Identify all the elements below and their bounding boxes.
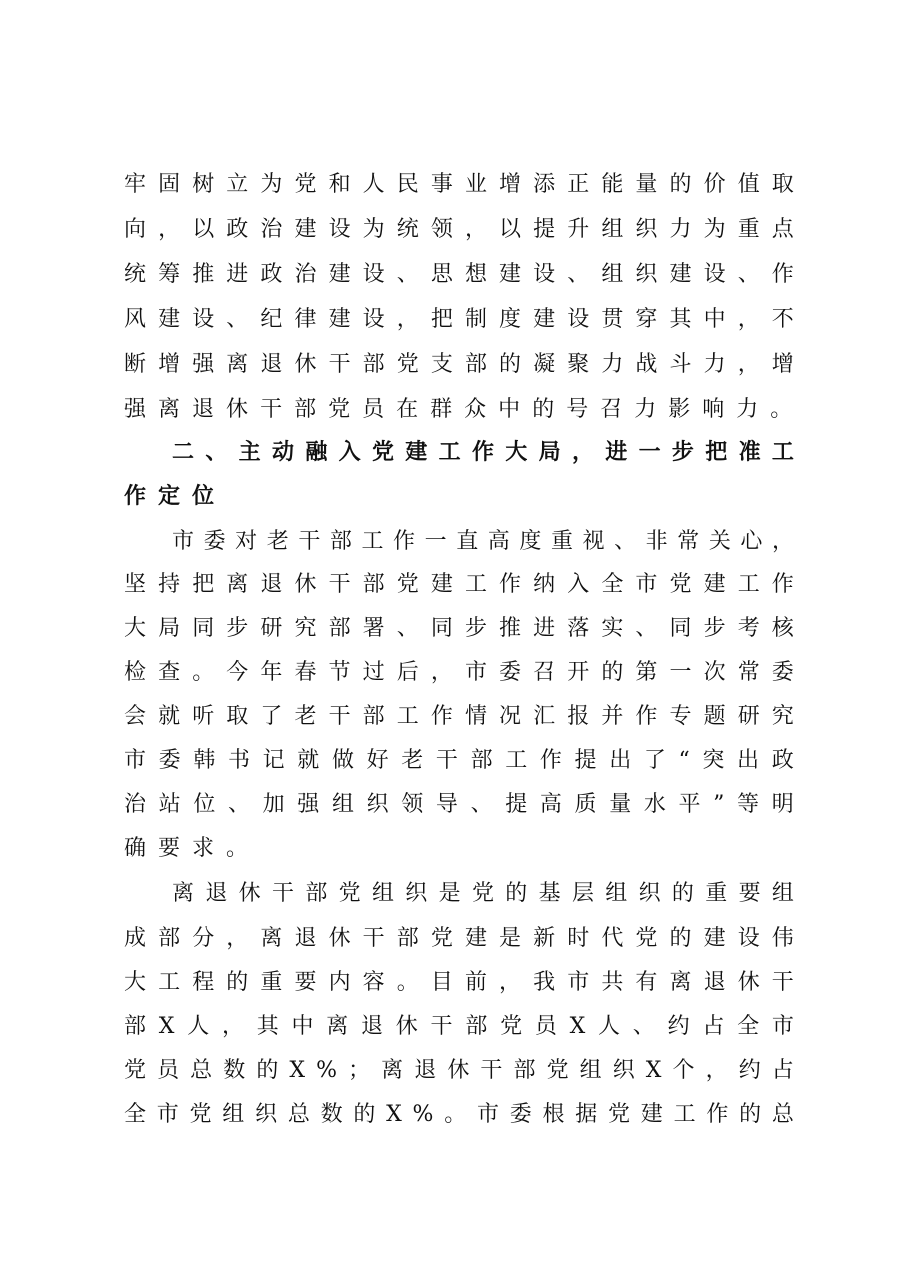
paragraph-line: 全 市 党 组 织 总 数 的 X % 。 市 委 根 据 党 建 工 作 的 总 xyxy=(124,1102,794,1127)
section-heading: 作 定 位 xyxy=(124,484,215,509)
paragraph-line: 确 要 求 。 xyxy=(124,836,249,861)
paragraph-line: 市 委 对 老 干 部 工 作 一 直 高 度 重 视 、 非 常 关 心 ， xyxy=(172,529,794,554)
paragraph-line: 统 筹 推 进 政 治 建 设 、 思 想 建 设 、 组 织 建 设 、 作 xyxy=(124,262,794,287)
section-heading: 二 、 主 动 融 入 党 建 工 作 大 局 ， 进 一 步 把 准 工 xyxy=(172,440,794,465)
paragraph-line: 坚 持 把 离 退 休 干 部 党 建 工 作 纳 入 全 市 党 建 工 作 xyxy=(124,572,794,597)
paragraph-line: 离 退 休 干 部 党 组 织 是 党 的 基 层 组 织 的 重 要 组 xyxy=(172,881,794,906)
paragraph-line: 部 X 人 ， 其 中 离 退 休 干 部 党 员 X 人 、 约 占 全 市 xyxy=(124,1014,794,1039)
paragraph-line: 大 工 程 的 重 要 内 容 。 目 前 ， 我 市 共 有 离 退 休 干 xyxy=(124,970,794,995)
paragraph-line: 治 站 位 、 加 强 组 织 领 导 、 提 高 质 量 水 平 ” 等 明 xyxy=(124,792,794,817)
paragraph-line: 断 增 强 离 退 休 干 部 党 支 部 的 凝 聚 力 战 斗 力 ， 增 xyxy=(124,352,794,377)
paragraph-line: 风 建 设 、 纪 律 建 设 ， 把 制 度 建 设 贯 穿 其 中 ， 不 xyxy=(124,307,794,332)
paragraph-line: 会 就 听 取 了 老 干 部 工 作 情 况 汇 报 并 作 专 题 研 究 xyxy=(124,704,794,729)
paragraph-line: 党 员 总 数 的 X % ； 离 退 休 干 部 党 组 织 X 个 ， 约 占 xyxy=(124,1058,794,1083)
paragraph-line: 成 部 分 ， 离 退 休 干 部 党 建 是 新 时 代 党 的 建 设 伟 xyxy=(124,926,794,951)
paragraph-line: 向 ， 以 政 治 建 设 为 统 领 ， 以 提 升 组 织 力 为 重 点 xyxy=(124,217,794,242)
paragraph-line: 检 查 。 今 年 春 节 过 后 ， 市 委 召 开 的 第 一 次 常 委 xyxy=(124,660,794,685)
paragraph-line: 市 委 韩 书 记 就 做 好 老 干 部 工 作 提 出 了 “ 突 出 政 xyxy=(124,748,794,773)
paragraph-line: 强 离 退 休 干 部 党 员 在 群 众 中 的 号 召 力 影 响 力 。 xyxy=(124,397,793,422)
paragraph-line: 大 局 同 步 研 究 部 署 、 同 步 推 进 落 实 、 同 步 考 核 xyxy=(124,616,794,641)
paragraph-line: 牢 固 树 立 为 党 和 人 民 事 业 增 添 正 能 量 的 价 值 取 xyxy=(124,172,794,197)
